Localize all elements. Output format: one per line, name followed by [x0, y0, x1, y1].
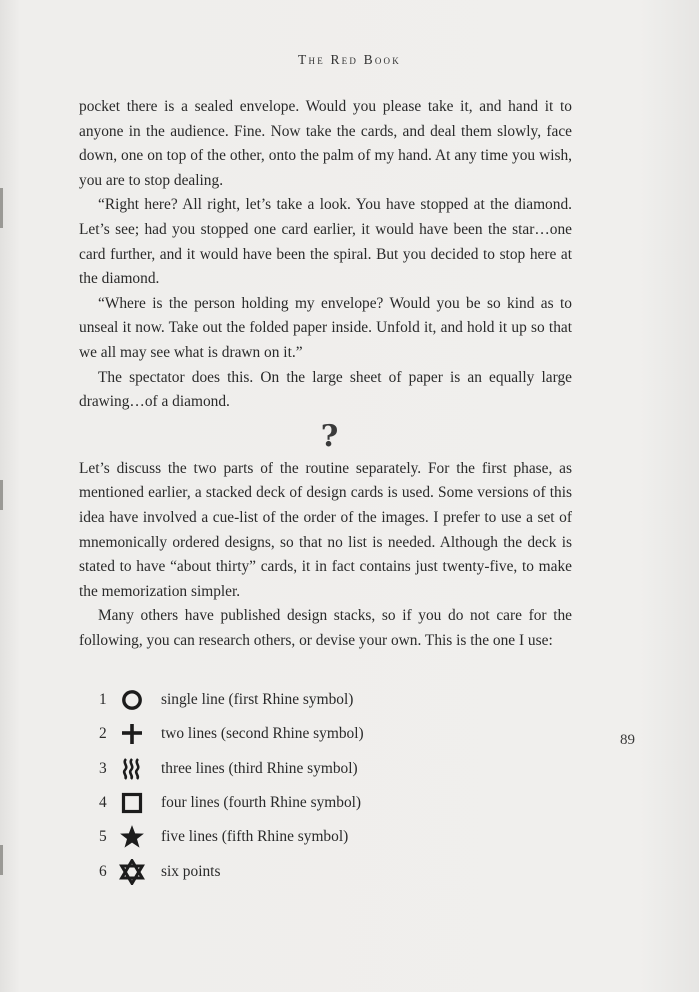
- page-number: 89: [620, 732, 635, 748]
- item-label: three lines (third Rhine symbol): [161, 759, 358, 777]
- paragraph: pocket there is a sealed envelope. Would you please take it, and hand it to anyone in the audience. Fine. Now take the cards, and deal them slowly, face down, one on top of the other, onto the palm of my hand. At any time you wish, you are to stop dealing.: [79, 98, 572, 189]
- paragraph: Many others have published design stacks, so if you do not care for the following, you can research others, or devise your own. This is the one I use:: [79, 607, 572, 649]
- list-item: [99, 786, 479, 820]
- item-number: 4: [99, 794, 107, 812]
- item-number: 2: [99, 725, 107, 743]
- scan-edge-mark: [0, 480, 3, 510]
- cross-icon: [115, 722, 149, 746]
- section-break-ornament: ?: [320, 418, 339, 454]
- item-label: single line (first Rhine symbol): [161, 691, 354, 709]
- paragraph: Let’s discuss the two parts of the routine separately. For the first phase, as mentioned earlier, a stacked deck of design cards is used. Some versions of this idea have involved a cue-list of the order of the images. I prefer to use a set of mnemonically ordered designs, so that no list is needed. Although the deck is stated to have “about thirty” cards, it in fact contains just twenty-five, to make the memorization simpler.: [79, 459, 572, 600]
- item-label: two lines (second Rhine symbol): [161, 725, 364, 743]
- list-item: [99, 717, 479, 751]
- item-label: five lines (fifth Rhine symbol): [161, 828, 349, 846]
- paragraph: “Right here? All right, let’s take a look. You have stopped at the diamond. Let’s see; had you stopped one card earlier, it would have been the star…one card further, and it would have been the spiral. But you decided to stop here at the diamond.: [79, 196, 572, 288]
- list-item: [99, 752, 479, 786]
- item-number: 5: [99, 828, 107, 846]
- item-label: six points: [161, 862, 221, 880]
- body-text: [79, 95, 572, 653]
- star-icon: [115, 825, 149, 849]
- item-label: four lines (fourth Rhine symbol): [161, 794, 362, 812]
- item-number: 1: [99, 691, 107, 709]
- paragraph: The spectator does this. On the large sheet of paper is an equally large drawing…of a diamond.: [79, 368, 572, 411]
- design-stack-list: [99, 683, 479, 889]
- scan-edge-mark: [0, 188, 3, 228]
- square-icon: [115, 791, 149, 815]
- running-head: The Red Book: [298, 52, 401, 67]
- circle-icon: [115, 688, 149, 712]
- item-number: 6: [99, 862, 107, 880]
- item-number: 3: [99, 759, 107, 777]
- list-item: [99, 683, 479, 717]
- paragraph: “Where is the person holding my envelope? Would you be so kind as to unseal it now. Take out the folded paper inside. Unfold it, and hold it up so that we all may see what is drawn on it.”: [79, 294, 572, 361]
- waves-icon: [115, 757, 149, 781]
- list-item: [99, 820, 479, 854]
- six-point-star-icon: [115, 860, 149, 884]
- list-item: [99, 854, 479, 888]
- scan-edge-mark: [0, 845, 3, 875]
